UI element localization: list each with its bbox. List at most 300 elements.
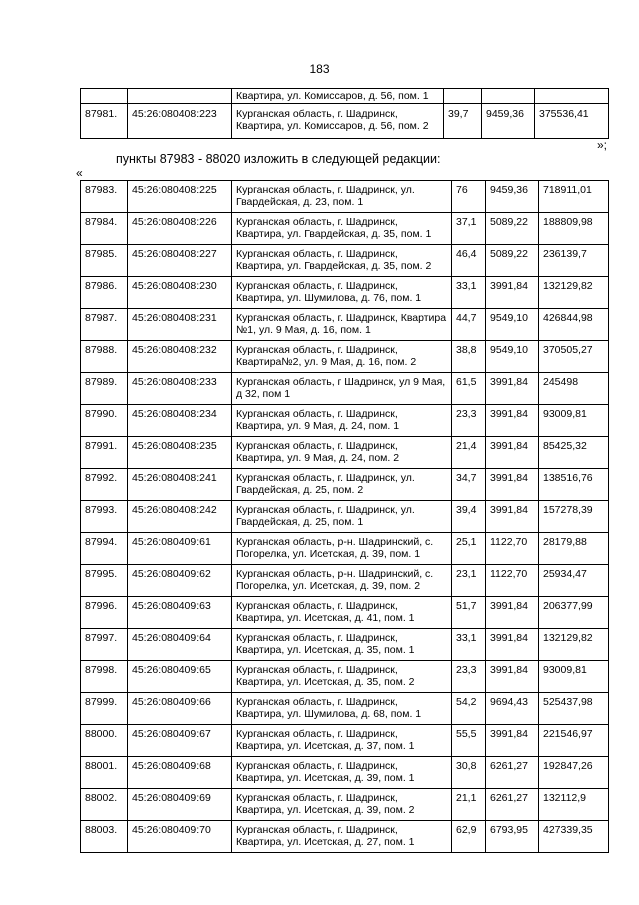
row-number-cell: [81, 725, 128, 757]
price-cell: [486, 629, 539, 661]
value-cell: [539, 757, 609, 789]
table-row: [81, 213, 609, 245]
area-cell: [452, 181, 486, 213]
price-cell: [486, 789, 539, 821]
closing-quote-mark: »;: [597, 138, 608, 152]
value-text: 132129,82: [543, 632, 593, 644]
price-cell: [486, 373, 539, 405]
area-cell: [452, 565, 486, 597]
row-number-cell: [81, 437, 128, 469]
address-cell: [232, 565, 452, 597]
row-number-text: 87989.: [85, 376, 118, 388]
address-line: Квартира№2, ул. 9 Мая, д. 16, пом. 2: [236, 356, 417, 368]
price-cell: [486, 725, 539, 757]
table-row: [81, 245, 609, 277]
cadastral-number-cell: [128, 501, 232, 533]
address-line: Курганская область, г. Шадринск,: [236, 408, 398, 420]
value-cell: [539, 277, 609, 309]
area-cell: [452, 789, 486, 821]
address-line: Квартира, ул. Гвардейская, д. 35, пом. 1: [236, 228, 432, 240]
area-cell: [452, 213, 486, 245]
table-row: [81, 565, 609, 597]
price-text: 3991,84: [490, 504, 528, 516]
address-cell: [232, 245, 452, 277]
row-number-text: 87990.: [85, 408, 118, 420]
value-cell: [539, 821, 609, 853]
area-text: 38,8: [456, 344, 477, 356]
row-number-cell: [81, 245, 128, 277]
address-line: Курганская область, г. Шадринск, ул.: [236, 184, 415, 196]
address-line: Курганская область, р-н. Шадринский, с.: [236, 568, 434, 580]
row-number-cell: [81, 469, 128, 501]
area-cell: [452, 757, 486, 789]
area-text: 39,7: [448, 108, 469, 120]
area-cell: [444, 104, 482, 139]
row-number-cell: [81, 693, 128, 725]
address-cell: [232, 104, 444, 139]
address-line: Курганская область, г. Шадринск, ул.: [236, 472, 415, 484]
table-row: [81, 501, 609, 533]
address-cell: [232, 373, 452, 405]
area-cell: [452, 661, 486, 693]
area-text: 30,8: [456, 760, 477, 772]
value-text: 157278,39: [543, 504, 593, 516]
row-number-cell: [81, 597, 128, 629]
address-cell: [232, 89, 444, 104]
value-text: 426844,98: [543, 312, 593, 324]
page-number: 183: [309, 62, 330, 76]
cadastral-number-cell: [128, 277, 232, 309]
address-cell: [232, 277, 452, 309]
row-number-cell: [81, 181, 128, 213]
address-line: Квартира, ул. 9 Мая, д. 24, пом. 1: [236, 420, 400, 432]
cadastral-number-cell: [128, 89, 232, 104]
price-text: 6793,95: [490, 824, 528, 836]
cadastral-number-text: 45:26:080408:233: [132, 376, 217, 388]
address-line: Курганская область, г. Шадринск,: [236, 216, 398, 228]
area-text: 21,4: [456, 440, 477, 452]
price-cell: [482, 89, 535, 104]
address-line: Курганская область, г. Шадринск, ул.: [236, 504, 415, 516]
value-cell: [539, 693, 609, 725]
address-line: Курганская область, г. Шадринск,: [236, 760, 398, 772]
address-cell: [232, 629, 452, 661]
row-number-cell: [81, 501, 128, 533]
area-text: 39,4: [456, 504, 477, 516]
address-line: Курганская область, г. Шадринск,: [236, 824, 398, 836]
cadastral-number-cell: [128, 373, 232, 405]
area-text: 23,3: [456, 408, 477, 420]
address-line: Курганская область, г. Шадринск,: [236, 696, 398, 708]
property-table-continuation: [80, 88, 609, 139]
price-text: 3991,84: [490, 440, 528, 452]
address-cell: [232, 437, 452, 469]
value-text: 132129,82: [543, 280, 593, 292]
price-text: 9694,43: [490, 696, 528, 708]
price-cell: [486, 661, 539, 693]
area-text: 34,7: [456, 472, 477, 484]
area-cell: [452, 725, 486, 757]
address-cell: [232, 821, 452, 853]
value-cell: [539, 373, 609, 405]
price-text: 3991,84: [490, 600, 528, 612]
cadastral-number-text: 45:26:080408:226: [132, 216, 217, 228]
value-text: 138516,76: [543, 472, 593, 484]
address-line: Квартира, ул. Исетская, д. 37, пом. 1: [236, 740, 415, 752]
price-cell: [486, 277, 539, 309]
cadastral-number-cell: [128, 104, 232, 139]
cadastral-number-cell: [128, 597, 232, 629]
table-row: [81, 373, 609, 405]
table-row: [81, 89, 609, 104]
price-cell: [486, 309, 539, 341]
area-cell: [452, 309, 486, 341]
cadastral-number-text: 45:26:080409:66: [132, 696, 211, 708]
area-cell: [452, 341, 486, 373]
price-cell: [486, 533, 539, 565]
area-text: 54,2: [456, 696, 477, 708]
address-line: Квартира, ул. Исетская, д. 41, пом. 1: [236, 612, 415, 624]
area-text: 55,5: [456, 728, 477, 740]
price-cell: [486, 437, 539, 469]
price-text: 5089,22: [490, 216, 528, 228]
value-cell: [539, 597, 609, 629]
cadastral-number-text: 45:26:080409:67: [132, 728, 211, 740]
row-number-text: 87993.: [85, 504, 118, 516]
address-line: Квартира, ул. Исетская, д. 39, пом. 1: [236, 772, 415, 784]
area-text: 62,9: [456, 824, 477, 836]
value-cell: [539, 405, 609, 437]
area-text: 46,4: [456, 248, 477, 260]
area-text: 33,1: [456, 280, 477, 292]
cadastral-number-cell: [128, 213, 232, 245]
cadastral-number-text: 45:26:080408:223: [132, 108, 217, 120]
area-text: 51,7: [456, 600, 477, 612]
value-text: 93009,81: [543, 408, 587, 420]
cadastral-number-text: 45:26:080408:230: [132, 280, 217, 292]
row-number-cell: [81, 373, 128, 405]
price-text: 3991,84: [490, 408, 528, 420]
cadastral-number-cell: [128, 405, 232, 437]
address-cell: [232, 181, 452, 213]
row-number-cell: [81, 629, 128, 661]
area-cell: [452, 373, 486, 405]
row-number-text: 88002.: [85, 792, 118, 804]
price-text: 3991,84: [490, 472, 528, 484]
table1-body: [81, 89, 609, 139]
value-cell: [539, 565, 609, 597]
price-text: 3991,84: [490, 664, 528, 676]
row-number-cell: [81, 533, 128, 565]
area-text: 61,5: [456, 376, 477, 388]
row-number-text: 87988.: [85, 344, 118, 356]
address-line: Курганская область, г. Шадринск, Квартира: [236, 312, 447, 324]
cadastral-number-text: 45:26:080408:242: [132, 504, 217, 516]
address-cell: [232, 693, 452, 725]
row-number-cell: [81, 89, 128, 104]
value-text: 188809,98: [543, 216, 593, 228]
price-text: 6261,27: [490, 760, 528, 772]
value-text: 525437,98: [543, 696, 593, 708]
address-line: Квартира, ул. Гвардейская, д. 35, пом. 2: [236, 260, 432, 272]
address-line: д 32, пом 1: [236, 388, 291, 400]
price-cell: [486, 213, 539, 245]
address-line: Гвардейская, д. 23, пом. 1: [236, 196, 364, 208]
row-number-text: 87999.: [85, 696, 118, 708]
value-cell: [539, 181, 609, 213]
address-line: Курганская область, г. Шадринск,: [236, 664, 398, 676]
price-cell: [486, 821, 539, 853]
address-line: Курганская область, г. Шадринск,: [236, 108, 398, 120]
value-cell: [539, 533, 609, 565]
address-line: Курганская область, р-н. Шадринский, с.: [236, 536, 434, 548]
cadastral-number-text: 45:26:080409:70: [132, 824, 211, 836]
address-line: Курганская область, г Шадринск, ул 9 Мая,: [236, 376, 446, 388]
row-number-cell: [81, 213, 128, 245]
row-number-text: 88000.: [85, 728, 118, 740]
table-row: [81, 104, 609, 139]
row-number-cell: [81, 309, 128, 341]
value-cell: [539, 501, 609, 533]
row-number-text: 87998.: [85, 664, 118, 676]
value-text: 245498: [543, 376, 579, 388]
value-cell: [539, 661, 609, 693]
price-cell: [486, 565, 539, 597]
table-row: [81, 661, 609, 693]
amendment-instruction: пункты 87983 - 88020 изложить в следующей редакции:: [116, 152, 441, 166]
area-cell: [452, 693, 486, 725]
area-cell: [452, 405, 486, 437]
address-line: Квартира, ул. Исетская, д. 39, пом. 2: [236, 804, 415, 816]
row-number-cell: [81, 757, 128, 789]
table2-body: [81, 181, 609, 853]
price-text: 6261,27: [490, 792, 528, 804]
table-row: [81, 629, 609, 661]
value-cell: [539, 245, 609, 277]
price-text: 1122,70: [490, 568, 528, 580]
price-text: 9459,36: [490, 184, 528, 196]
cadastral-number-cell: [128, 181, 232, 213]
address-line: Квартира, ул. Исетская, д. 27, пом. 1: [236, 836, 415, 848]
value-cell: [539, 725, 609, 757]
address-line: Квартира, ул. Комиссаров, д. 56, пом. 1: [236, 90, 429, 102]
value-cell: [535, 89, 609, 104]
area-cell: [444, 89, 482, 104]
row-number-text: 87995.: [85, 568, 118, 580]
table-row: [81, 181, 609, 213]
value-text: 370505,27: [543, 344, 593, 356]
price-text: 3991,84: [490, 280, 528, 292]
area-cell: [452, 437, 486, 469]
price-text: 9459,36: [486, 108, 524, 120]
value-text: 375536,41: [539, 108, 589, 120]
cadastral-number-text: 45:26:080408:235: [132, 440, 217, 452]
table-row: [81, 341, 609, 373]
address-cell: [232, 341, 452, 373]
value-cell: [539, 469, 609, 501]
price-cell: [486, 501, 539, 533]
cadastral-number-cell: [128, 693, 232, 725]
cadastral-number-text: 45:26:080409:62: [132, 568, 211, 580]
value-cell: [539, 789, 609, 821]
cadastral-number-text: 45:26:080409:68: [132, 760, 211, 772]
area-text: 76: [456, 184, 468, 196]
cadastral-number-cell: [128, 725, 232, 757]
value-text: 85425,32: [543, 440, 587, 452]
row-number-cell: [81, 405, 128, 437]
address-line: Курганская область, г. Шадринск,: [236, 280, 398, 292]
cadastral-number-text: 45:26:080409:69: [132, 792, 211, 804]
value-cell: [539, 437, 609, 469]
value-cell: [539, 629, 609, 661]
address-line: Гвардейская, д. 25, пом. 1: [236, 516, 364, 528]
area-text: 33,1: [456, 632, 477, 644]
table-row: [81, 789, 609, 821]
area-cell: [452, 469, 486, 501]
area-text: 23,3: [456, 664, 477, 676]
row-number-cell: [81, 341, 128, 373]
row-number-cell: [81, 565, 128, 597]
cadastral-number-text: 45:26:080408:234: [132, 408, 217, 420]
table-row: [81, 597, 609, 629]
value-text: 132112,9: [543, 792, 587, 804]
value-text: 192847,26: [543, 760, 593, 772]
address-cell: [232, 757, 452, 789]
address-line: Квартира, ул. Исетская, д. 35, пом. 2: [236, 676, 415, 688]
cadastral-number-text: 45:26:080408:231: [132, 312, 217, 324]
cadastral-number-text: 45:26:080409:65: [132, 664, 211, 676]
row-number-cell: [81, 104, 128, 139]
address-line: Курганская область, г. Шадринск,: [236, 728, 398, 740]
price-text: 3991,84: [490, 728, 528, 740]
cadastral-number-text: 45:26:080409:63: [132, 600, 211, 612]
value-cell: [539, 309, 609, 341]
address-line: Курганская область, г. Шадринск,: [236, 248, 398, 260]
area-cell: [452, 501, 486, 533]
address-cell: [232, 405, 452, 437]
table-row: [81, 757, 609, 789]
area-cell: [452, 533, 486, 565]
price-cell: [486, 341, 539, 373]
value-text: 206377,99: [543, 600, 593, 612]
table-row: [81, 725, 609, 757]
address-cell: [232, 597, 452, 629]
row-number-cell: [81, 661, 128, 693]
cadastral-number-cell: [128, 661, 232, 693]
row-number-text: 88001.: [85, 760, 118, 772]
price-cell: [486, 693, 539, 725]
address-line: №1, ул. 9 Мая, д. 16, пом. 1: [236, 324, 371, 336]
table-row: [81, 533, 609, 565]
cadastral-number-cell: [128, 629, 232, 661]
table-row: [81, 309, 609, 341]
address-line: Курганская область, г. Шадринск,: [236, 632, 398, 644]
property-table-amended: [80, 180, 609, 853]
price-text: 1122,70: [490, 536, 528, 548]
address-cell: [232, 725, 452, 757]
row-number-cell: [81, 277, 128, 309]
price-cell: [486, 245, 539, 277]
cadastral-number-text: 45:26:080409:61: [132, 536, 211, 548]
address-line: Курганская область, г. Шадринск,: [236, 344, 398, 356]
address-cell: [232, 789, 452, 821]
address-cell: [232, 309, 452, 341]
table-row: [81, 469, 609, 501]
row-number-text: 87992.: [85, 472, 118, 484]
cadastral-number-cell: [128, 789, 232, 821]
value-text: 221546,97: [543, 728, 593, 740]
table-row: [81, 277, 609, 309]
table-row: [81, 821, 609, 853]
row-number-text: 87985.: [85, 248, 118, 260]
address-line: Квартира, ул. 9 Мая, д. 24, пом. 2: [236, 452, 400, 464]
price-cell: [486, 405, 539, 437]
price-text: 3991,84: [490, 632, 528, 644]
cadastral-number-cell: [128, 565, 232, 597]
value-text: 28179,88: [543, 536, 587, 548]
address-cell: [232, 501, 452, 533]
address-line: Погорелка, ул. Исетская, д. 39, пом. 1: [236, 548, 421, 560]
cadastral-number-cell: [128, 245, 232, 277]
value-text: 93009,81: [543, 664, 587, 676]
address-line: Курганская область, г. Шадринск,: [236, 440, 398, 452]
cadastral-number-cell: [128, 469, 232, 501]
value-text: 236139,7: [543, 248, 587, 260]
row-number-text: 87987.: [85, 312, 118, 324]
price-cell: [486, 469, 539, 501]
price-cell: [486, 181, 539, 213]
address-cell: [232, 661, 452, 693]
cadastral-number-text: 45:26:080408:241: [132, 472, 217, 484]
address-line: Погорелка, ул. Исетская, д. 39, пом. 2: [236, 580, 421, 592]
price-cell: [486, 597, 539, 629]
address-cell: [232, 469, 452, 501]
address-line: Квартира, ул. Шумилова, д. 76, пом. 1: [236, 292, 422, 304]
cadastral-number-text: 45:26:080409:64: [132, 632, 211, 644]
table-row: [81, 693, 609, 725]
row-number-text: 88003.: [85, 824, 118, 836]
row-number-text: 87984.: [85, 216, 118, 228]
address-line: Квартира, ул. Комиссаров, д. 56, пом. 2: [236, 120, 429, 132]
value-text: 427339,35: [543, 824, 593, 836]
value-cell: [539, 213, 609, 245]
price-text: 5089,22: [490, 248, 528, 260]
address-line: Квартира, ул. Исетская, д. 35, пом. 1: [236, 644, 415, 656]
row-number-text: 87997.: [85, 632, 118, 644]
area-text: 44,7: [456, 312, 477, 324]
row-number-text: 87983.: [85, 184, 118, 196]
price-text: 3991,84: [490, 376, 528, 388]
price-cell: [482, 104, 535, 139]
row-number-text: 87981.: [85, 108, 118, 120]
cadastral-number-cell: [128, 437, 232, 469]
area-cell: [452, 597, 486, 629]
value-text: 718911,01: [543, 184, 592, 196]
address-cell: [232, 533, 452, 565]
address-line: Курганская область, г. Шадринск,: [236, 600, 398, 612]
table-row: [81, 437, 609, 469]
cadastral-number-text: 45:26:080408:232: [132, 344, 217, 356]
value-cell: [539, 341, 609, 373]
cadastral-number-cell: [128, 821, 232, 853]
price-cell: [486, 757, 539, 789]
area-cell: [452, 821, 486, 853]
area-cell: [452, 245, 486, 277]
row-number-text: 87991.: [85, 440, 118, 452]
row-number-text: 87996.: [85, 600, 118, 612]
address-line: Курганская область, г. Шадринск,: [236, 792, 398, 804]
cadastral-number-text: 45:26:080408:225: [132, 184, 217, 196]
